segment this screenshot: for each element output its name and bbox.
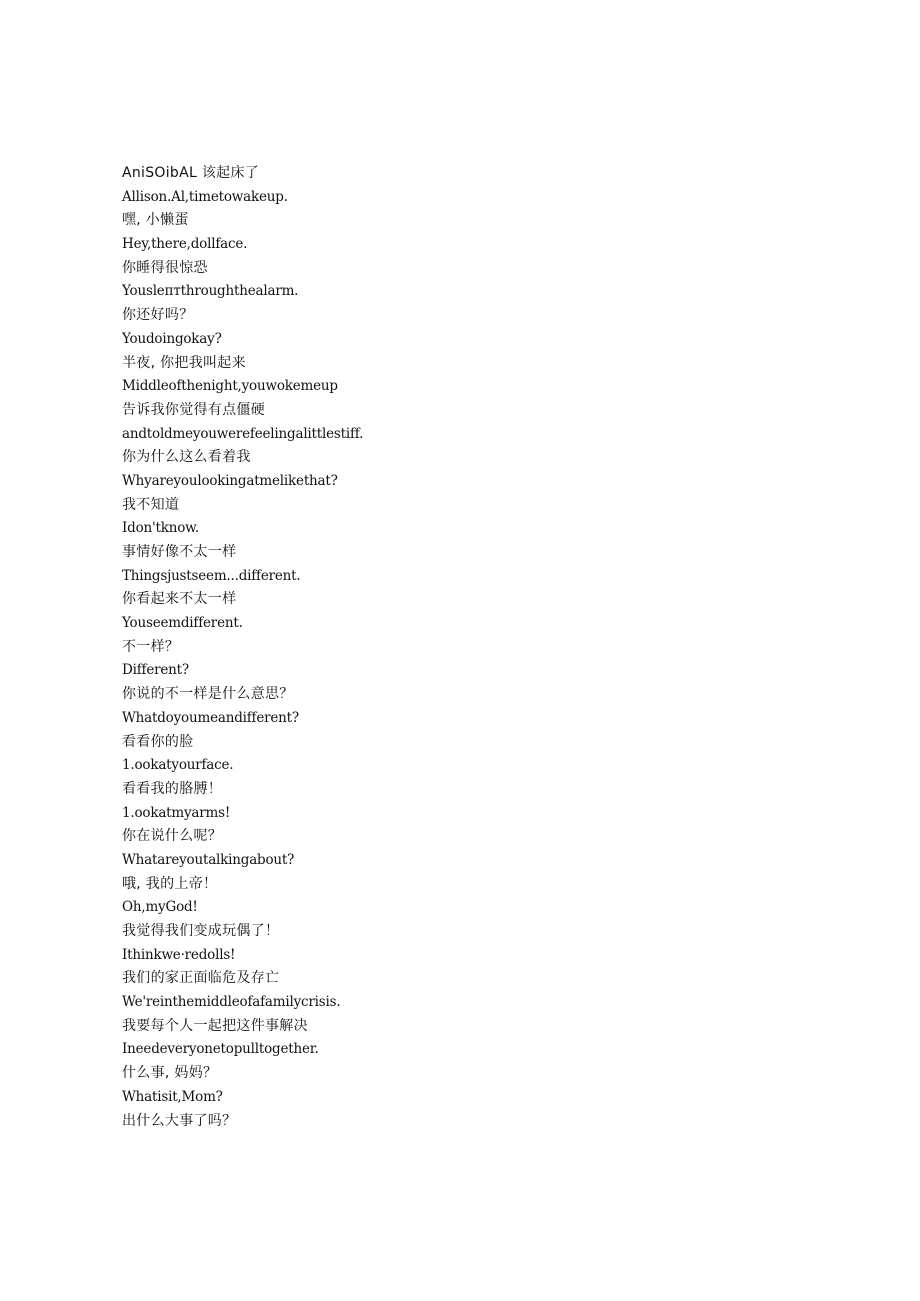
subtitle-line: Youslептthroughthealarm. (122, 283, 299, 300)
subtitle-line: andtoldmeyouwerefeelingalittlestiff. (122, 425, 364, 442)
subtitle-line: 事情好像不太一样 (122, 544, 237, 560)
subtitle-line: 半夜, 你把我叫起来 (122, 354, 246, 371)
subtitle-line: 你看起来不太一样 (122, 591, 237, 608)
subtitle-line: 哦, 我的上帝！ (122, 875, 218, 892)
subtitle-line: 你说的不一样是什么意思？ (122, 686, 294, 703)
subtitle-line: 不一样？ (122, 638, 180, 655)
subtitle-line: Ithinkwe·redolls! (122, 946, 236, 963)
subtitle-line: 我不知道 (122, 496, 180, 513)
subtitle-line: 我要每个人一起把这件事解决 (122, 1017, 308, 1034)
subtitle-line: 我们的家正面临危及存亡 (122, 970, 280, 987)
subtitle-line: 你还好吗？ (122, 307, 194, 324)
subtitle-line: Youdoingokay? (122, 330, 222, 347)
subtitle-line: 看看你的脸 (122, 733, 194, 750)
subtitle-line: Whyareyoulookingatmelikethat? (122, 472, 338, 489)
subtitle-line: 你在说什么呢？ (122, 828, 223, 845)
subtitle-line: Whatdoyoumeandifferent? (122, 709, 299, 726)
subtitle-line: Idon'tknow. (122, 520, 199, 537)
subtitle-lines (122, 162, 822, 1133)
subtitle-line: 1.ookatyourface. (122, 757, 234, 774)
subtitle-line: Thingsjustseem...different. (122, 567, 301, 584)
subtitle-line: 什么事, 妈妈？ (122, 1065, 218, 1082)
subtitle-line: 1.ookatmyarms! (122, 804, 231, 821)
subtitle-line: Different? (122, 662, 189, 679)
subtitle-line: Ineedeveryonetopulltogether. (122, 1041, 319, 1058)
subtitle-line: 我觉得我们变成玩偶了！ (122, 923, 280, 939)
subtitle-line: Allison.Al,timetowakeup. (122, 188, 288, 205)
subtitle-line: 告诉我你觉得有点僵硬 (122, 401, 265, 418)
subtitle-line: 你为什么这么看着我 (122, 449, 251, 466)
subtitle-line: Hey,there,dollface. (122, 236, 248, 253)
subtitle-line: Oh,myGod! (122, 899, 198, 916)
subtitle-line: 出什么大事了吗？ (122, 1112, 237, 1129)
subtitle-line: 你睡得很惊恐 (122, 259, 208, 276)
subtitle-line: Middleofthenight,youwokemeup (122, 378, 338, 395)
subtitle-line: AniSOibAL 该起床了 (122, 165, 260, 181)
subtitle-line: We'reinthemiddleofafamilycrisis. (122, 994, 341, 1011)
subtitle-line: 嘿, 小懒蛋 (122, 212, 189, 229)
subtitle-line: Whatisit,Mom? (122, 1088, 223, 1105)
subtitle-line: Youseemdifferent. (122, 615, 243, 632)
subtitle-line: Whatareyoutalkingabout? (122, 851, 295, 868)
subtitle-line: 看看我的胳膊！ (122, 780, 223, 797)
